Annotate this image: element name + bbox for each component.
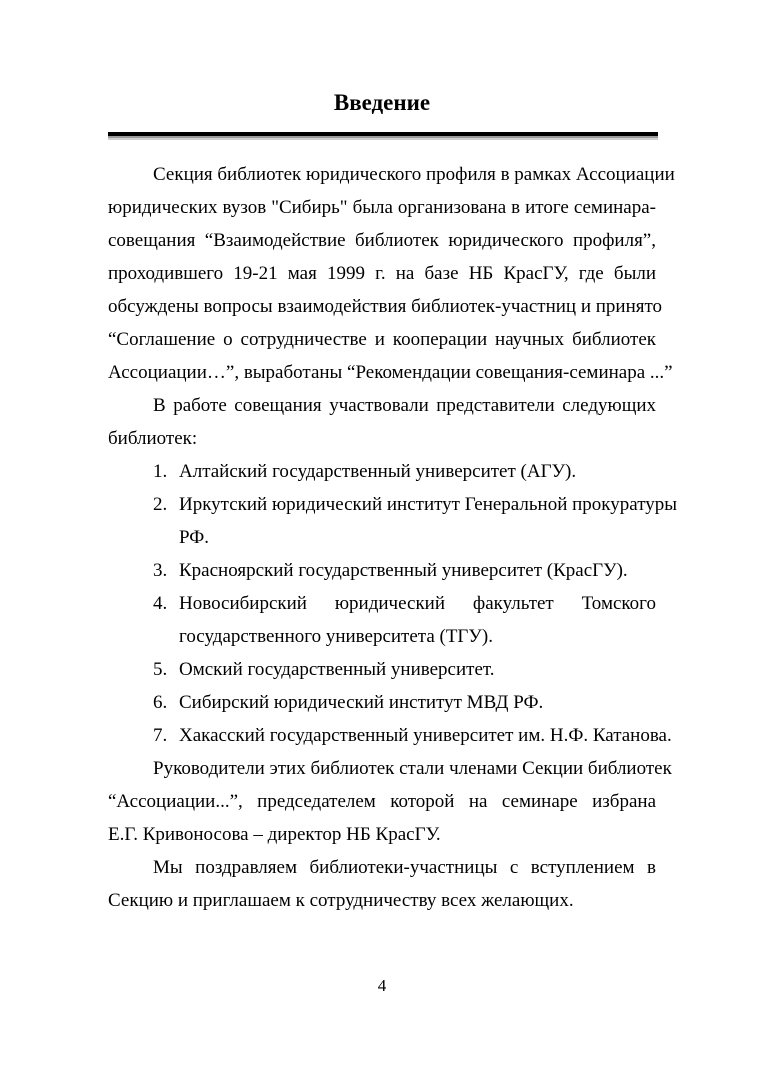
paragraph-4-line-1: Мы поздравляем библиотеки-участницы с вступлением в	[153, 857, 656, 878]
paragraph-2-line-2: библиотек:	[108, 428, 198, 449]
paragraph-1-line-7: Ассоциации…”, выработаны “Рекомендации совещания-семинара ...”	[108, 362, 673, 383]
paragraph-3-line-1: Руководители этих библиотек стали членами Секции библиотек	[153, 758, 672, 779]
paragraph-1-line-1: Секция библиотек юридического профиля в рамках Ассоциации	[153, 164, 675, 185]
list-item-word: Новосибирский	[179, 593, 307, 614]
paragraph-1-line-2: юридических вузов "Сибирь" была организована в итоге семинара-	[108, 197, 656, 218]
list-item-6	[153, 691, 656, 715]
paragraph-1-line-4: проходившего 19-21 мая 1999 г. на базе НБ КрасГУ, где были	[108, 263, 656, 284]
list-item-number: 3.	[153, 560, 168, 581]
paragraph-1-line-5: обсуждены вопросы взаимодействия библиотек-участниц и принято	[108, 296, 663, 317]
list-item-2-continuation: РФ.	[179, 527, 210, 548]
list-item-text: Иркутский юридический институт Генеральной прокуратуры	[179, 494, 678, 515]
list-item-7	[153, 724, 672, 748]
list-item-number: 1.	[153, 461, 168, 482]
list-item-4	[153, 592, 656, 616]
list-item-3	[153, 559, 656, 583]
list-item-text: Красноярский государственный университет (КрасГУ).	[179, 560, 628, 581]
list-item-5	[153, 658, 656, 682]
list-item-number: 4.	[153, 593, 168, 614]
list-item-word: факультет	[472, 593, 554, 614]
list-item-text	[179, 592, 656, 616]
paragraph-4-line-2: Секцию и приглашаем к сотрудничеству всех желающих.	[108, 890, 574, 911]
list-item-text: Алтайский государственный университет (АГУ).	[179, 461, 577, 482]
list-item-text: Хакасский государственный университет им. Н.Ф. Катанова.	[179, 725, 672, 746]
paragraph-2-line-1: В работе совещания участвовали представители следующих	[153, 395, 656, 416]
list-item-text: Омский государственный университет.	[179, 659, 495, 680]
list-item-1	[153, 460, 656, 484]
title-underline	[108, 132, 658, 136]
list-item-4-continuation: государственного университета (ТГУ).	[179, 626, 493, 647]
list-item-text: Сибирский юридический институт МВД РФ.	[179, 692, 544, 713]
list-item-2	[153, 493, 678, 517]
paragraph-1-line-6: “Соглашение о сотрудничестве и кооперации научных библиотек	[108, 329, 656, 350]
list-item-number: 7.	[153, 725, 168, 746]
page-number: 4	[377, 976, 387, 995]
paragraph-1-line-3: совещания “Взаимодействие библиотек юридического профиля”,	[108, 230, 656, 251]
paragraph-3-line-2: “Ассоциации...”, председателем которой на семинаре избрана	[108, 791, 656, 812]
page-title: Введение	[333, 90, 431, 115]
list-item-word: Томского	[581, 593, 656, 614]
paragraph-3-line-3: Е.Г. Кривоносова – директор НБ КрасГУ.	[108, 824, 441, 845]
list-item-number: 2.	[153, 494, 168, 515]
list-item-word: юридический	[334, 593, 446, 614]
list-item-number: 5.	[153, 659, 168, 680]
list-item-number: 6.	[153, 692, 168, 713]
